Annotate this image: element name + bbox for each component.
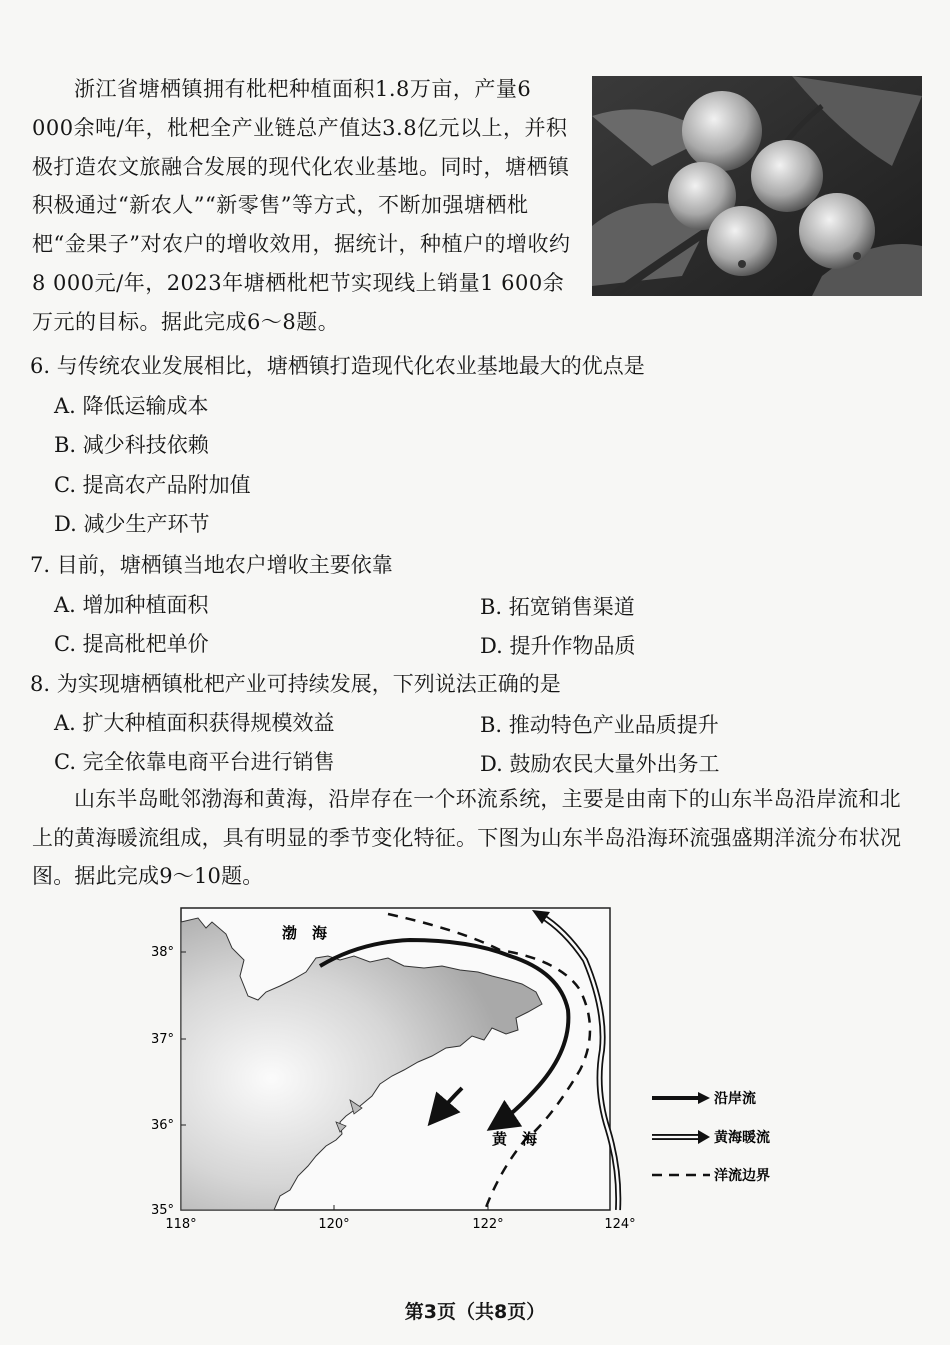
- legend-coastal-current: 沿岸流: [714, 1091, 756, 1107]
- question-8-option-b: B. 推动特色产业品质提升: [480, 713, 719, 737]
- question-7-stem: 7. 目前，塘栖镇当地农户增收主要依靠: [30, 553, 393, 577]
- passage-shandong-currents: 山东半岛毗邻渤海和黄海，沿岸存在一个环流系统，主要是由南下的山东半岛沿岸流和北上的黄海暖流组成，具有明显的季节变化特征。下图为山东半岛沿海环流强盛期洋流分布状况图。据此完成9～10题。: [32, 787, 902, 888]
- question-6-option-a: A. 降低运输成本: [54, 394, 209, 418]
- shandong-current-map: [140, 900, 800, 1235]
- lon-label: 124°: [604, 1217, 636, 1232]
- question-7-option-a: A. 增加种植面积: [54, 593, 209, 617]
- lat-label: 37°: [150, 1032, 174, 1047]
- loquat-fruit-photo: [592, 76, 922, 296]
- question-7-option-b: B. 拓宽销售渠道: [480, 595, 635, 619]
- question-8-stem: 8. 为实现塘栖镇枇杷产业可持续发展，下列说法正确的是: [30, 672, 561, 696]
- page-footer: 第3页（共8页）: [404, 1301, 546, 1323]
- lon-label: 122°: [472, 1217, 504, 1232]
- sea-label-bohai: 渤 海: [282, 924, 328, 942]
- question-6-option-b: B. 减少科技依赖: [54, 433, 209, 457]
- question-7-option-c: C. 提高枇杷单价: [54, 632, 209, 656]
- lat-label: 38°: [150, 945, 174, 960]
- passage-tangqi-loquat: 浙江省塘栖镇拥有枇杷种植面积1.8万亩，产量6 000余吨/年，枇杷全产业链总产值达3.8亿元以上，并积极打造农文旅融合发展的现代化农业基地。同时，塘栖镇积极通过“新农人”“新零售”等方式，不断加强塘栖枇杷“金果子”对农户的增收效用，据统计，种植户的增收约8 000元/年，2023年塘栖枇杷节实现线上销量1 600余万元的目标。据此完成6～8题。: [32, 77, 571, 334]
- lat-label: 36°: [150, 1118, 174, 1133]
- map-legend: [652, 1090, 770, 1184]
- legend-current-boundary: 洋流边界: [714, 1168, 770, 1184]
- lon-label: 118°: [165, 1217, 197, 1232]
- legend-warm-current: 黄海暖流: [714, 1130, 770, 1146]
- question-8-option-d: D. 鼓励农民大量外出务工: [480, 752, 720, 776]
- lon-label: 120°: [318, 1217, 350, 1232]
- question-8-option-a: A. 扩大种植面积获得规模效益: [54, 711, 335, 735]
- sea-label-huanghai: 黄 海: [492, 1130, 538, 1148]
- question-6-option-d: D. 减少生产环节: [54, 512, 210, 536]
- question-7-option-d: D. 提升作物品质: [480, 634, 636, 658]
- question-6-option-c: C. 提高农产品附加值: [54, 473, 251, 497]
- lat-label: 35°: [150, 1203, 174, 1218]
- question-6-stem: 6. 与传统农业发展相比，塘栖镇打造现代化农业基地最大的优点是: [30, 354, 645, 378]
- question-8-option-c: C. 完全依靠电商平台进行销售: [54, 750, 335, 774]
